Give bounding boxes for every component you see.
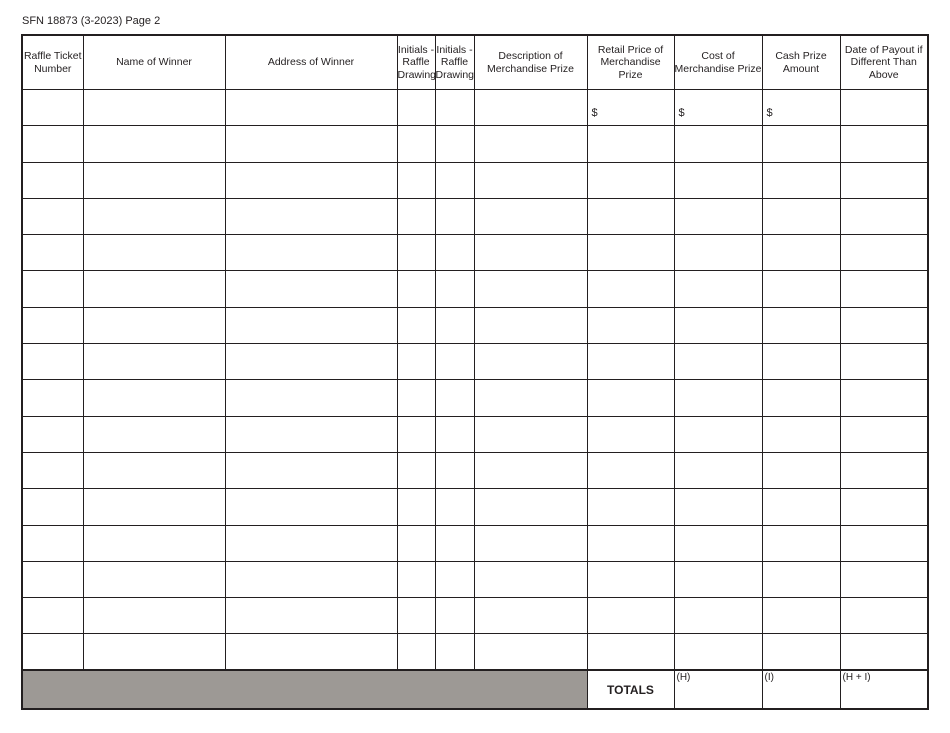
name-cell[interactable]	[83, 90, 225, 126]
cost-cell[interactable]	[674, 344, 762, 380]
ticket-cell[interactable]	[22, 525, 83, 561]
ticket-cell[interactable]	[22, 416, 83, 452]
table-row	[22, 525, 928, 561]
cash-cell[interactable]	[762, 380, 840, 416]
cash-cell[interactable]	[762, 235, 840, 271]
ticket-cell[interactable]	[22, 90, 83, 126]
cost-cell[interactable]	[674, 235, 762, 271]
desc-cell[interactable]	[474, 198, 587, 234]
grand-total-field[interactable]	[840, 670, 928, 709]
cash-cell[interactable]	[762, 198, 840, 234]
payout-cell[interactable]	[840, 198, 928, 234]
shaded-area	[22, 670, 587, 709]
cash-cell[interactable]	[762, 90, 840, 126]
ticket-cell[interactable]	[22, 235, 83, 271]
init2-cell[interactable]	[435, 90, 474, 126]
table-row	[22, 162, 928, 198]
name-cell[interactable]	[83, 126, 225, 162]
cost-cell[interactable]	[674, 525, 762, 561]
init2-cell[interactable]	[435, 271, 474, 307]
address-cell[interactable]	[225, 598, 397, 634]
init2-cell[interactable]	[435, 452, 474, 488]
address-cell[interactable]	[225, 307, 397, 343]
address-cell[interactable]	[225, 525, 397, 561]
desc-cell[interactable]	[474, 271, 587, 307]
init1-cell[interactable]	[397, 126, 435, 162]
init2-cell[interactable]	[435, 126, 474, 162]
cost-cell[interactable]	[674, 162, 762, 198]
init1-cell[interactable]	[397, 452, 435, 488]
desc-cell[interactable]	[474, 525, 587, 561]
retail-cell[interactable]	[587, 489, 674, 525]
ticket-cell[interactable]	[22, 271, 83, 307]
ticket-cell[interactable]	[22, 452, 83, 488]
cash-cell[interactable]	[762, 307, 840, 343]
total-cash-field[interactable]	[762, 670, 840, 709]
init2-cell[interactable]	[435, 380, 474, 416]
name-cell[interactable]	[83, 598, 225, 634]
name-cell[interactable]	[83, 416, 225, 452]
address-cell[interactable]	[225, 126, 397, 162]
table-row	[22, 235, 928, 271]
header-initials-2: Initials - Raffle Drawing	[435, 35, 474, 90]
name-cell[interactable]	[83, 489, 225, 525]
name-cell[interactable]	[83, 561, 225, 597]
table-row	[22, 561, 928, 597]
table-row	[22, 380, 928, 416]
name-cell[interactable]	[83, 271, 225, 307]
ticket-cell[interactable]	[22, 561, 83, 597]
payout-cell[interactable]	[840, 344, 928, 380]
init1-cell[interactable]	[397, 380, 435, 416]
header-initials-1: Initials - Raffle Drawing	[397, 35, 435, 90]
desc-cell[interactable]	[474, 380, 587, 416]
table-row	[22, 598, 928, 634]
init2-cell[interactable]	[435, 598, 474, 634]
cash-cell[interactable]	[762, 344, 840, 380]
init2-cell[interactable]	[435, 561, 474, 597]
payout-cell[interactable]	[840, 561, 928, 597]
address-cell[interactable]	[225, 271, 397, 307]
init1-cell[interactable]	[397, 162, 435, 198]
name-cell[interactable]	[83, 198, 225, 234]
header-ticket-number: Raffle Ticket Number	[22, 35, 83, 90]
init1-cell[interactable]	[397, 90, 435, 126]
table-row	[22, 344, 928, 380]
init2-cell[interactable]	[435, 416, 474, 452]
address-cell[interactable]	[225, 489, 397, 525]
ticket-cell[interactable]	[22, 344, 83, 380]
name-cell[interactable]	[83, 344, 225, 380]
table-row	[22, 634, 928, 670]
init2-cell[interactable]	[435, 634, 474, 670]
payout-cell[interactable]	[840, 307, 928, 343]
init2-cell[interactable]	[435, 198, 474, 234]
name-cell[interactable]	[83, 452, 225, 488]
table-row	[22, 271, 928, 307]
table-row	[22, 452, 928, 488]
ticket-cell[interactable]	[22, 634, 83, 670]
cash-cell[interactable]	[762, 416, 840, 452]
cost-cell[interactable]	[674, 634, 762, 670]
cost-cell[interactable]	[674, 90, 762, 126]
header-cost: Cost of Merchandise Prize	[674, 35, 762, 90]
cost-cell[interactable]	[674, 307, 762, 343]
ticket-cell[interactable]	[22, 307, 83, 343]
retail-cell[interactable]	[587, 126, 674, 162]
init1-cell[interactable]	[397, 598, 435, 634]
cash-cell[interactable]	[762, 489, 840, 525]
name-cell[interactable]	[83, 307, 225, 343]
retail-cell[interactable]	[587, 344, 674, 380]
address-cell[interactable]	[225, 416, 397, 452]
init1-cell[interactable]	[397, 634, 435, 670]
retail-cell[interactable]	[587, 198, 674, 234]
payout-cell[interactable]	[840, 90, 928, 126]
table-row	[22, 198, 928, 234]
ticket-cell[interactable]	[22, 489, 83, 525]
desc-cell[interactable]	[474, 126, 587, 162]
dollar-sign: $	[591, 106, 598, 119]
name-cell[interactable]	[83, 525, 225, 561]
header-description: Description of Merchandise Prize	[474, 35, 587, 90]
grand-total-code: (H + I)	[842, 672, 871, 684]
desc-cell[interactable]	[474, 634, 587, 670]
name-cell[interactable]	[83, 634, 225, 670]
ticket-cell[interactable]	[22, 126, 83, 162]
name-cell[interactable]	[83, 162, 225, 198]
payout-cell[interactable]	[840, 416, 928, 452]
cost-cell[interactable]	[674, 198, 762, 234]
ticket-cell[interactable]	[22, 598, 83, 634]
retail-cell[interactable]	[587, 90, 674, 126]
header-payout-date: Date of Payout if Different Than Above	[840, 35, 928, 90]
table-row	[22, 416, 928, 452]
totals-row	[22, 670, 928, 709]
init1-cell[interactable]	[397, 561, 435, 597]
payout-cell[interactable]	[840, 525, 928, 561]
winners-table	[21, 34, 929, 710]
payout-cell[interactable]	[840, 634, 928, 670]
payout-cell[interactable]	[840, 598, 928, 634]
payout-cell[interactable]	[840, 489, 928, 525]
init2-cell[interactable]	[435, 307, 474, 343]
header-cash-prize: Cash Prize Amount	[762, 35, 840, 90]
retail-cell[interactable]	[587, 416, 674, 452]
desc-cell[interactable]	[474, 452, 587, 488]
retail-cell[interactable]	[587, 598, 674, 634]
cash-cell[interactable]	[762, 634, 840, 670]
address-cell[interactable]	[225, 90, 397, 126]
cash-cell[interactable]	[762, 598, 840, 634]
form-identifier: SFN 18873 (3-2023) Page 2	[22, 15, 161, 27]
init2-cell[interactable]	[435, 489, 474, 525]
total-cost-code: (H)	[676, 672, 691, 684]
total-cash-code: (I)	[764, 672, 774, 684]
cash-cell[interactable]	[762, 126, 840, 162]
init2-cell[interactable]	[435, 344, 474, 380]
desc-cell[interactable]	[474, 598, 587, 634]
total-cost-field[interactable]	[674, 670, 762, 709]
payout-cell[interactable]	[840, 162, 928, 198]
init2-cell[interactable]	[435, 235, 474, 271]
retail-cell[interactable]	[587, 452, 674, 488]
table-row	[22, 126, 928, 162]
desc-cell[interactable]	[474, 561, 587, 597]
payout-cell[interactable]	[840, 235, 928, 271]
payout-cell[interactable]	[840, 271, 928, 307]
init2-cell[interactable]	[435, 525, 474, 561]
cost-cell[interactable]	[674, 416, 762, 452]
init1-cell[interactable]	[397, 198, 435, 234]
address-cell[interactable]	[225, 198, 397, 234]
dollar-sign: $	[766, 106, 773, 119]
cash-cell[interactable]	[762, 452, 840, 488]
address-cell[interactable]	[225, 452, 397, 488]
init1-cell[interactable]	[397, 525, 435, 561]
address-cell[interactable]	[225, 561, 397, 597]
address-cell[interactable]	[225, 634, 397, 670]
cash-cell[interactable]	[762, 561, 840, 597]
cash-cell[interactable]	[762, 162, 840, 198]
retail-cell[interactable]	[587, 307, 674, 343]
address-cell[interactable]	[225, 162, 397, 198]
init2-cell[interactable]	[435, 162, 474, 198]
retail-cell[interactable]	[587, 162, 674, 198]
cash-cell[interactable]	[762, 271, 840, 307]
address-cell[interactable]	[225, 235, 397, 271]
payout-cell[interactable]	[840, 452, 928, 488]
desc-cell[interactable]	[474, 235, 587, 271]
desc-cell[interactable]	[474, 90, 587, 126]
cost-cell[interactable]	[674, 598, 762, 634]
header-row	[22, 35, 928, 90]
init1-cell[interactable]	[397, 416, 435, 452]
cost-cell[interactable]	[674, 561, 762, 597]
dollar-sign: $	[678, 106, 685, 119]
desc-cell[interactable]	[474, 162, 587, 198]
retail-cell[interactable]	[587, 380, 674, 416]
retail-cell[interactable]	[587, 561, 674, 597]
retail-cell[interactable]	[587, 235, 674, 271]
header-name-of-winner: Name of Winner	[83, 35, 225, 90]
retail-cell[interactable]	[587, 525, 674, 561]
name-cell[interactable]	[83, 235, 225, 271]
name-cell[interactable]	[83, 380, 225, 416]
cost-cell[interactable]	[674, 126, 762, 162]
cost-cell[interactable]	[674, 489, 762, 525]
retail-cell[interactable]	[587, 634, 674, 670]
cash-cell[interactable]	[762, 525, 840, 561]
init1-cell[interactable]	[397, 344, 435, 380]
ticket-cell[interactable]	[22, 162, 83, 198]
cost-cell[interactable]	[674, 452, 762, 488]
init1-cell[interactable]	[397, 235, 435, 271]
table-row	[22, 489, 928, 525]
desc-cell[interactable]	[474, 307, 587, 343]
payout-cell[interactable]	[840, 380, 928, 416]
address-cell[interactable]	[225, 344, 397, 380]
payout-cell[interactable]	[840, 126, 928, 162]
totals-label: TOTALS	[587, 670, 674, 709]
retail-cell[interactable]	[587, 271, 674, 307]
cost-cell[interactable]	[674, 380, 762, 416]
desc-cell[interactable]	[474, 416, 587, 452]
desc-cell[interactable]	[474, 489, 587, 525]
ticket-cell[interactable]	[22, 380, 83, 416]
cost-cell[interactable]	[674, 271, 762, 307]
desc-cell[interactable]	[474, 344, 587, 380]
header-address-of-winner: Address of Winner	[225, 35, 397, 90]
table-row	[22, 307, 928, 343]
init1-cell[interactable]	[397, 489, 435, 525]
header-retail-price: Retail Price of Merchandise Prize	[587, 35, 674, 90]
init1-cell[interactable]	[397, 307, 435, 343]
table-row	[22, 90, 928, 126]
address-cell[interactable]	[225, 380, 397, 416]
ticket-cell[interactable]	[22, 198, 83, 234]
init1-cell[interactable]	[397, 271, 435, 307]
